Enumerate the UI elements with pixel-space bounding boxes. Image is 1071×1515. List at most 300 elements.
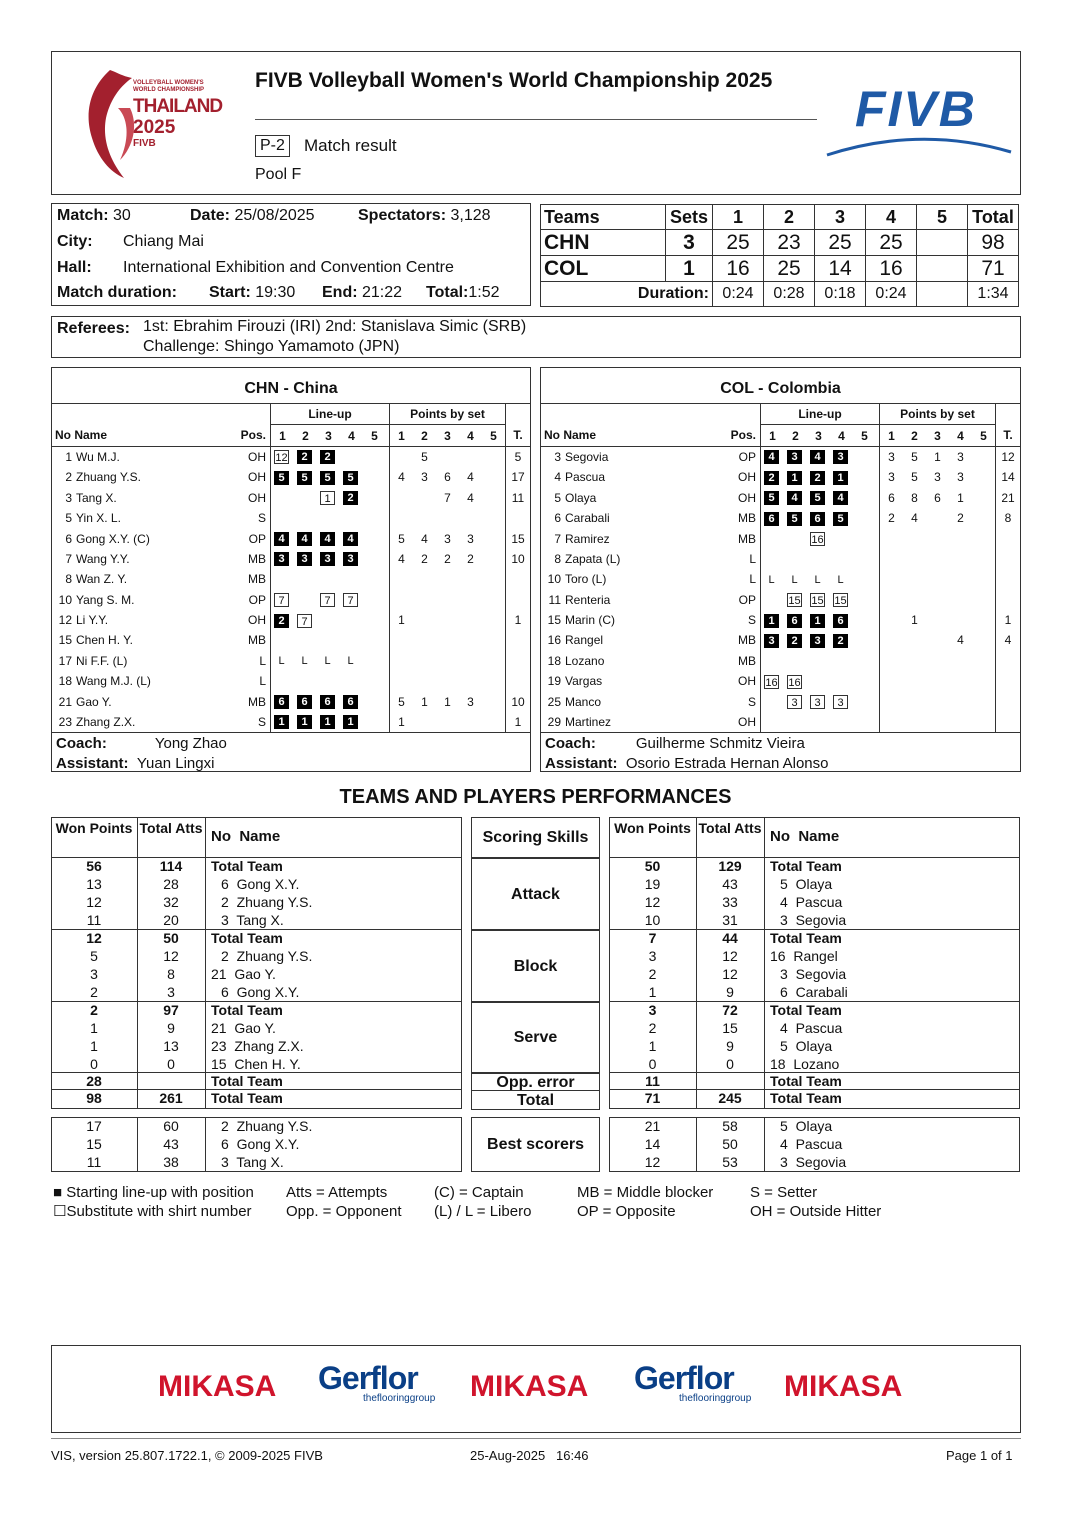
player-position: L bbox=[259, 674, 266, 689]
player-total bbox=[996, 671, 1021, 691]
perf-atts: 12 bbox=[163, 947, 179, 964]
best-name: 4 Pascua bbox=[780, 1135, 843, 1152]
logo-line-4: 2025 bbox=[133, 117, 176, 138]
best-won: 12 bbox=[644, 1153, 661, 1170]
player-number: 11 bbox=[548, 592, 561, 607]
player-points bbox=[880, 569, 996, 589]
lineup-cell: 7 bbox=[320, 593, 335, 607]
perf-name: 2 Zhuang Y.S. bbox=[221, 893, 313, 910]
player-row bbox=[52, 671, 530, 691]
skill-2: Block bbox=[471, 930, 600, 1002]
player-name: Olaya bbox=[565, 490, 597, 505]
lineup-cell: 6 bbox=[833, 614, 848, 628]
player-total bbox=[996, 549, 1021, 569]
lineup-cell: 2 bbox=[787, 634, 802, 648]
points-header: Points by set bbox=[880, 404, 996, 425]
perf-won: 10 bbox=[644, 911, 661, 928]
player-name: Zapata (L) bbox=[565, 551, 621, 566]
set-points: 1 bbox=[398, 715, 405, 730]
player-number: 12 bbox=[58, 613, 72, 628]
player-points bbox=[390, 630, 506, 650]
player-points bbox=[880, 467, 996, 487]
perf-name: 6 Carabali bbox=[780, 983, 848, 1000]
lineup-cell: 2 bbox=[343, 491, 358, 505]
lineup-cell: 2 bbox=[320, 450, 335, 464]
perf-name: 15 Chen H. Y. bbox=[211, 1055, 301, 1072]
lineup-cell: 5 bbox=[787, 512, 802, 526]
team-title: COL - Colombia bbox=[541, 375, 1020, 404]
coach-name: Yong Zhao bbox=[154, 734, 227, 752]
player-position: OH bbox=[248, 449, 266, 464]
col-total-header: Total Atts bbox=[139, 820, 203, 836]
player-total bbox=[506, 569, 531, 589]
set-points: 8 bbox=[911, 490, 918, 505]
perf-name: 23 Zhang Z.X. bbox=[211, 1037, 304, 1054]
logo-line-5: FIVB bbox=[133, 138, 156, 149]
player-number: 6 bbox=[65, 531, 72, 546]
set-points: 6 bbox=[444, 470, 451, 485]
player-row bbox=[52, 569, 530, 589]
player-lineup bbox=[271, 590, 390, 610]
match-date: 25/08/2025 bbox=[234, 207, 315, 224]
lineup-cell: 1 bbox=[833, 471, 848, 485]
player-position: MB bbox=[248, 551, 266, 566]
set-points: 3 bbox=[421, 470, 428, 485]
total-header: T. bbox=[506, 425, 531, 446]
lineup-cell: 4 bbox=[343, 532, 358, 546]
player-position: MB bbox=[738, 531, 756, 546]
perf-name: 3 Segovia bbox=[780, 911, 847, 928]
lineup-cell: 4 bbox=[764, 450, 779, 464]
perf-atts: 28 bbox=[163, 875, 179, 892]
perf-won: 2 bbox=[90, 983, 98, 1000]
player-total: 1 bbox=[996, 610, 1021, 630]
best-name: 6 Gong X.Y. bbox=[221, 1135, 300, 1152]
player-points bbox=[390, 569, 506, 589]
perf-won: 19 bbox=[644, 875, 661, 892]
player-lineup bbox=[761, 671, 880, 691]
player-number: 25 bbox=[547, 694, 561, 709]
lineup-cell: 3 bbox=[810, 634, 825, 648]
lineup-cell: 4 bbox=[810, 450, 825, 464]
lineup-cell: 3 bbox=[297, 552, 312, 566]
perf-won: 2 bbox=[90, 1002, 98, 1018]
player-lineup bbox=[761, 651, 880, 671]
player-lineup bbox=[761, 467, 880, 487]
perf-atts: 12 bbox=[722, 947, 738, 964]
player-lineup bbox=[271, 488, 390, 508]
player-row bbox=[52, 508, 530, 528]
perf-name: 18 Lozano bbox=[770, 1055, 840, 1072]
player-total: 4 bbox=[996, 630, 1021, 650]
player-points bbox=[880, 712, 996, 733]
player-name: Yang S. M. bbox=[76, 592, 135, 607]
lineup-cell: 1 bbox=[810, 614, 825, 628]
performance-title: TEAMS AND PLAYERS PERFORMANCES bbox=[339, 786, 732, 808]
legend-col-2: Atts = Attempts Opp. = Opponent bbox=[286, 1184, 402, 1220]
perf-won: 56 bbox=[86, 858, 102, 874]
perf-name: Total Team bbox=[770, 1073, 842, 1089]
lineup-cell: 16 bbox=[765, 676, 778, 689]
lineup-cell: 1 bbox=[297, 715, 312, 729]
player-position: OH bbox=[738, 715, 756, 730]
set-points: 5 bbox=[398, 531, 405, 546]
perf-won: 3 bbox=[90, 965, 98, 982]
sponsor-mikasa-2: MIKASA bbox=[470, 1370, 589, 1403]
player-number: 18 bbox=[547, 653, 561, 668]
perf-atts: 245 bbox=[718, 1090, 742, 1106]
player-points bbox=[880, 508, 996, 528]
perf-name: 4 Pascua bbox=[780, 1019, 843, 1036]
skill-1: Attack bbox=[471, 858, 600, 930]
player-number: 3 bbox=[554, 449, 561, 464]
doc-type: Match result bbox=[304, 136, 397, 155]
coach-name: Guilherme Schmitz Vieira bbox=[635, 734, 805, 752]
perf-atts: 20 bbox=[163, 911, 179, 928]
perf-won: 12 bbox=[86, 930, 102, 946]
player-lineup bbox=[271, 508, 390, 528]
player-points bbox=[880, 651, 996, 671]
player-number: 17 bbox=[58, 653, 72, 668]
player-lineup bbox=[761, 569, 880, 589]
set-points: 3 bbox=[888, 449, 895, 464]
player-total: 10 bbox=[506, 691, 531, 711]
lineup-cell: L bbox=[768, 573, 775, 586]
sets-duration-row: Duration: 0:24 0:28 0:18 0:24 1:34 bbox=[541, 282, 1019, 307]
set-points: 3 bbox=[444, 531, 451, 546]
set-points: 4 bbox=[911, 511, 918, 526]
best-atts: 38 bbox=[163, 1153, 179, 1170]
player-position: L bbox=[259, 653, 266, 668]
player-position: S bbox=[747, 613, 756, 628]
player-row bbox=[52, 691, 530, 711]
perf-atts: 50 bbox=[163, 930, 179, 946]
lineup-cell: L bbox=[278, 655, 285, 668]
player-total: 12 bbox=[996, 446, 1021, 467]
lineup-cell: 7 bbox=[343, 593, 358, 607]
lineup-cell: 6 bbox=[810, 512, 825, 526]
player-position: S bbox=[257, 511, 266, 526]
player-points bbox=[390, 712, 506, 733]
perf-won: 1 bbox=[90, 1037, 98, 1054]
player-number: 5 bbox=[65, 511, 72, 526]
referees-line-1: 1st: Ebrahim Firouzi (IRI) 2nd: Stanislava Simic (SRB) bbox=[143, 318, 527, 335]
lineup-cell: 2 bbox=[833, 634, 848, 648]
lineup-header: Line-up bbox=[761, 404, 880, 425]
coach-label: Coach: bbox=[56, 734, 107, 752]
best-atts: 53 bbox=[722, 1153, 738, 1170]
player-name: Yin X. L. bbox=[76, 511, 121, 526]
player-points bbox=[390, 446, 506, 467]
player-number: 1 bbox=[65, 449, 72, 464]
set-points: 5 bbox=[911, 470, 918, 485]
player-total: 1 bbox=[506, 712, 531, 733]
player-total: 8 bbox=[996, 508, 1021, 528]
best-won: 17 bbox=[86, 1118, 102, 1134]
set-points: 2 bbox=[444, 551, 451, 566]
set-points: 1 bbox=[934, 449, 941, 464]
duration-label: Match duration: bbox=[57, 284, 177, 301]
set-points: 3 bbox=[957, 449, 964, 464]
best-name: 3 Segovia bbox=[780, 1153, 847, 1170]
player-position: L bbox=[749, 551, 756, 566]
no-name-header: No Name bbox=[544, 428, 597, 443]
perf-name: Total Team bbox=[211, 1090, 283, 1106]
points-set-numbers: 1 2 3 4 5 bbox=[880, 425, 996, 446]
perf-won: 7 bbox=[648, 930, 657, 946]
set-points: 1 bbox=[911, 613, 918, 628]
player-lineup bbox=[761, 488, 880, 508]
player-lineup bbox=[271, 671, 390, 691]
player-lineup bbox=[761, 691, 880, 711]
player-row bbox=[52, 446, 530, 467]
col-total-header: Total Atts bbox=[698, 820, 762, 836]
lineup-cell: 16 bbox=[788, 676, 801, 689]
player-total bbox=[506, 508, 531, 528]
lineup-cell: L bbox=[814, 573, 821, 586]
perf-atts: 44 bbox=[722, 930, 738, 946]
player-name: Wan Z. Y. bbox=[76, 572, 128, 587]
player-position: OP bbox=[738, 592, 756, 607]
player-number: 29 bbox=[547, 715, 561, 730]
player-lineup bbox=[761, 446, 880, 467]
player-lineup bbox=[761, 528, 880, 548]
perf-name: 4 Pascua bbox=[780, 893, 843, 910]
best-won: 14 bbox=[644, 1135, 661, 1152]
perf-won: 5 bbox=[90, 947, 98, 964]
lineup-cell: L bbox=[791, 573, 798, 586]
player-row bbox=[52, 651, 530, 671]
player-position: OP bbox=[738, 449, 756, 464]
lineup-cell: 5 bbox=[764, 491, 779, 505]
lineup-set-numbers: 1 2 3 4 5 bbox=[761, 425, 880, 446]
player-row bbox=[541, 610, 1020, 630]
match-number: 30 bbox=[113, 207, 131, 224]
perf-name: Total Team bbox=[770, 1090, 842, 1106]
pos-header: Pos. bbox=[240, 428, 266, 443]
no-name-header: No Name bbox=[55, 428, 108, 443]
lineup-cell: 5 bbox=[320, 471, 335, 485]
player-name: Wang M.J. (L) bbox=[76, 674, 151, 689]
set-points: 6 bbox=[888, 490, 895, 505]
set-points: 5 bbox=[421, 449, 428, 464]
lineup-cell: 7 bbox=[297, 614, 312, 628]
player-name: Pascua bbox=[565, 470, 606, 485]
perf-atts: 9 bbox=[726, 983, 734, 1000]
lineup-cell: 3 bbox=[343, 552, 358, 566]
player-total: 14 bbox=[996, 467, 1021, 487]
referees-label: Referees: bbox=[57, 320, 130, 337]
player-total: 21 bbox=[996, 488, 1021, 508]
footer-divider bbox=[51, 1438, 1021, 1439]
player-position: MB bbox=[248, 572, 266, 587]
perf-name: Total Team bbox=[211, 1002, 283, 1018]
player-name: Li Y.Y. bbox=[76, 613, 109, 628]
perf-atts: 9 bbox=[167, 1019, 175, 1036]
lineup-cell: L bbox=[324, 655, 331, 668]
player-row bbox=[541, 630, 1020, 650]
player-points bbox=[390, 528, 506, 548]
player-number: 4 bbox=[554, 470, 561, 485]
hall: International Exhibition and Convention Centre bbox=[123, 259, 454, 276]
player-row bbox=[541, 467, 1020, 487]
player-number: 8 bbox=[554, 551, 561, 566]
player-name: Segovia bbox=[565, 449, 609, 464]
legend-col-3: (C) = Captain (L) / L = Libero bbox=[434, 1184, 532, 1220]
perf-atts: 33 bbox=[722, 893, 738, 910]
sets-row-col: COL 1 16 25 14 16 71 bbox=[541, 256, 1019, 282]
player-position: OH bbox=[738, 490, 756, 505]
perf-atts: 114 bbox=[159, 858, 183, 874]
perf-won: 11 bbox=[645, 1073, 660, 1089]
lineup-cell: 5 bbox=[343, 471, 358, 485]
player-number: 10 bbox=[547, 572, 561, 587]
perf-name: 21 Gao Y. bbox=[211, 1019, 276, 1036]
coach-label: Coach: bbox=[545, 734, 596, 752]
player-row bbox=[541, 508, 1020, 528]
player-row bbox=[541, 528, 1020, 548]
perf-won: 71 bbox=[644, 1090, 661, 1106]
best-won: 21 bbox=[644, 1118, 661, 1134]
lineup-cell: L bbox=[347, 655, 354, 668]
player-row bbox=[541, 569, 1020, 589]
set-points: 6 bbox=[934, 490, 941, 505]
lineup-cell: 6 bbox=[787, 614, 802, 628]
set-points: 3 bbox=[467, 694, 474, 709]
lineup-cell: 4 bbox=[297, 532, 312, 546]
perf-name: 2 Zhuang Y.S. bbox=[221, 947, 313, 964]
perf-atts: 129 bbox=[718, 858, 742, 874]
perf-name: 5 Olaya bbox=[780, 875, 833, 892]
player-points bbox=[880, 549, 996, 569]
perf-name: 6 Gong X.Y. bbox=[221, 875, 300, 892]
match-number-row: Match: 30 bbox=[57, 207, 131, 224]
lineup-cell: 3 bbox=[787, 695, 802, 709]
lineup-cell: 6 bbox=[274, 695, 289, 709]
sets-row-chn: CHN 3 25 23 25 25 98 bbox=[541, 230, 1019, 256]
player-lineup bbox=[271, 446, 390, 467]
lineup-cell: 6 bbox=[343, 695, 358, 709]
player-name: Marin (C) bbox=[565, 613, 615, 628]
player-total bbox=[996, 528, 1021, 548]
player-name: Toro (L) bbox=[565, 572, 607, 587]
player-position: OP bbox=[248, 592, 266, 607]
player-position: OH bbox=[248, 490, 266, 505]
player-name: Tang X. bbox=[76, 490, 117, 505]
player-total bbox=[996, 651, 1021, 671]
perf-atts: 32 bbox=[163, 893, 179, 910]
lineup-cell: 3 bbox=[274, 552, 289, 566]
player-number: 6 bbox=[554, 511, 561, 526]
legend-col-4: MB = Middle blocker OP = Opposite bbox=[577, 1184, 714, 1220]
lineup-cell: 4 bbox=[833, 491, 848, 505]
player-number: 16 bbox=[547, 633, 561, 648]
player-total bbox=[996, 691, 1021, 711]
col-name-header: No Name bbox=[770, 828, 840, 845]
player-number: 7 bbox=[554, 531, 561, 546]
player-lineup bbox=[271, 651, 390, 671]
set-points: 7 bbox=[444, 490, 451, 505]
player-total bbox=[506, 630, 531, 650]
player-name: Lozano bbox=[565, 653, 605, 668]
set-points: 1 bbox=[421, 694, 428, 709]
skill-0: Scoring Skills bbox=[471, 817, 600, 858]
player-points bbox=[390, 467, 506, 487]
lineup-cell: 1 bbox=[320, 491, 335, 505]
set-points: 2 bbox=[467, 551, 474, 566]
set-points: 4 bbox=[398, 551, 405, 566]
player-row bbox=[541, 712, 1020, 733]
player-number: 5 bbox=[554, 490, 561, 505]
match-date-row: Date: 25/08/2025 bbox=[190, 207, 315, 224]
player-total: 17 bbox=[506, 467, 531, 487]
player-points bbox=[880, 528, 996, 548]
lineup-cell: 6 bbox=[320, 695, 335, 709]
lineup-cell: 6 bbox=[297, 695, 312, 709]
lineup-cell: 7 bbox=[274, 593, 289, 607]
player-total bbox=[506, 671, 531, 691]
referees-line-2: Challenge: Shingo Yamamoto (JPN) bbox=[143, 338, 400, 355]
perf-atts: 12 bbox=[722, 965, 738, 982]
player-points bbox=[390, 671, 506, 691]
perf-atts: 43 bbox=[722, 875, 738, 892]
player-position: MB bbox=[738, 633, 756, 648]
footer-version: VIS, version 25.807.1722.1, © 2009-2025 FIVB bbox=[51, 1448, 323, 1463]
spectators-row: Spectators: 3,128 bbox=[358, 207, 491, 224]
total-time: Total:1:52 bbox=[426, 284, 500, 301]
lineup-cell: 1 bbox=[343, 715, 358, 729]
lineup-cell: L bbox=[301, 655, 308, 668]
lineup-cell: 5 bbox=[833, 512, 848, 526]
set-points: 5 bbox=[911, 449, 918, 464]
perf-won: 50 bbox=[644, 858, 661, 874]
col-name-header: No Name bbox=[211, 828, 281, 845]
best-name: 5 Olaya bbox=[780, 1118, 833, 1134]
perf-atts: 97 bbox=[163, 1002, 179, 1018]
player-total bbox=[506, 590, 531, 610]
player-position: OH bbox=[248, 613, 266, 628]
assistant-label: Assistant: bbox=[56, 754, 129, 772]
lineup-cell: 1 bbox=[320, 715, 335, 729]
player-name: Wu M.J. bbox=[76, 449, 120, 464]
player-name: Ni F.F. (L) bbox=[76, 653, 128, 668]
set-points: 4 bbox=[467, 490, 474, 505]
player-lineup bbox=[271, 528, 390, 548]
player-name: Gong X.Y. (C) bbox=[76, 531, 150, 546]
perf-atts: 9 bbox=[726, 1037, 734, 1054]
player-points bbox=[390, 590, 506, 610]
perf-atts: 261 bbox=[159, 1090, 183, 1106]
logo-line-3: THAILAND bbox=[133, 96, 223, 117]
lineup-cell: 3 bbox=[833, 695, 848, 709]
set-points: 3 bbox=[467, 531, 474, 546]
player-row bbox=[52, 610, 530, 630]
player-number: 2 bbox=[65, 470, 72, 485]
player-name: Rangel bbox=[565, 633, 604, 648]
player-row bbox=[541, 549, 1020, 569]
player-points bbox=[880, 590, 996, 610]
player-total bbox=[996, 712, 1021, 733]
lineup-cell: 6 bbox=[764, 512, 779, 526]
player-lineup bbox=[761, 590, 880, 610]
perf-name: 3 Segovia bbox=[780, 965, 847, 982]
player-row bbox=[52, 467, 530, 487]
player-position: L bbox=[749, 572, 756, 587]
player-row bbox=[541, 671, 1020, 691]
hall-label: Hall: bbox=[57, 259, 92, 276]
player-lineup bbox=[271, 712, 390, 733]
perf-name: 16 Rangel bbox=[770, 947, 838, 964]
